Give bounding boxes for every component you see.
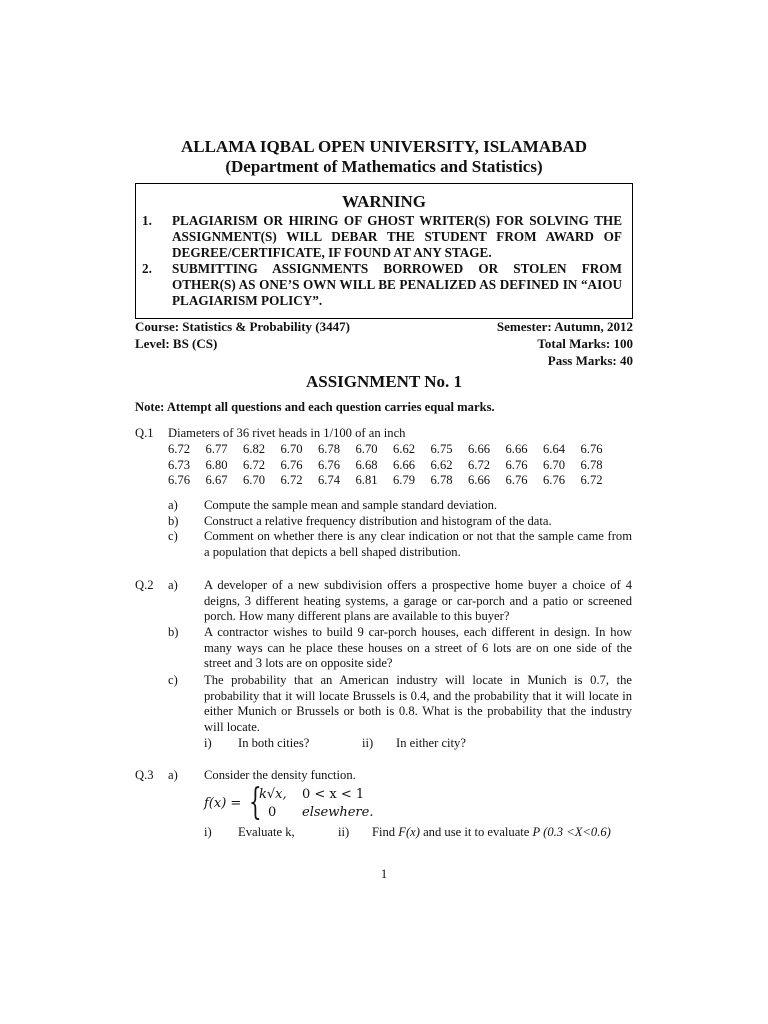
level-label: Level: BS (CS) [135,336,218,351]
q2-part-c-label: c) [168,673,178,687]
q2-part-c-text: The probability that an American industry will locate in Munich is 0.7, the probability that it will locate Brussels is 0.4, and the probability that it will locate in either Munich or Brussels or both is 0.8. What is the probability that the industry will locate. [204,673,632,734]
data-cell: 6.78 [430,473,453,488]
data-cell: 6.70 [543,457,566,472]
semester-label: Semester: Autumn, 2012 [496,319,633,334]
data-row [168,473,618,489]
warning-box [135,183,633,319]
total-marks-label: Total Marks: 100 [537,336,633,351]
data-cell: 6.68 [355,457,378,472]
data-cell: 6.75 [430,442,453,457]
data-cell: 6.76 [505,457,528,472]
q3-sub-ii-prob: P (0.3 <X<0.6) [532,825,611,839]
data-cell: 6.77 [205,442,228,457]
q2-sub-i-label: i) [204,736,212,750]
note-text: Note: Attempt all questions and each question carries equal marks. [135,400,495,414]
formula-case2-cond: elsewhere. [302,805,374,820]
data-cell: 6.62 [393,442,416,457]
data-cell: 6.76 [280,457,303,472]
data-cell: 6.72 [243,457,266,472]
q2-sub-i-text: In both cities? [238,736,310,750]
formula-case1-cond: 0 < x < 1 [302,787,365,802]
data-cell: 6.76 [580,442,603,457]
q2-part-a-label: a) [168,578,178,592]
data-cell: 6.80 [205,457,228,472]
warning-item-text: PLAGIARISM OR HIRING OF GHOST WRITER(S) FOR SOLVING THE ASSIGNMENT(S) WILL DEBAR THE STUDENT FROM AWARD OF DEGREE/CERTIFICATE, IF FOUND AT ANY STAGE. [172,213,622,260]
q3-sub-ii-text [372,825,611,841]
q1-stem: Diameters of 36 rivet heads in 1/100 of an inch [168,426,406,440]
data-cell: 6.79 [393,473,416,488]
formula-lhs: f(x) = [204,796,242,811]
data-cell: 6.64 [543,442,566,457]
data-cell: 6.70 [280,442,303,457]
data-cell: 6.67 [205,473,228,488]
formula-case1-expr: k√x, [259,787,287,802]
formula-brace: { [249,782,262,823]
data-cell: 6.72 [580,473,603,488]
q2-part-a-text: A developer of a new subdivision offers a prospective home buyer a choice of 4 deigns, 3 different heating systems, a garage or car-porch and a patio or screened porch. How many different plans are available to this buyer? [204,578,632,623]
q2-number: Q.2 [135,578,154,592]
data-cell: 6.82 [243,442,266,457]
data-cell: 6.78 [318,442,341,457]
data-cell: 6.72 [280,473,303,488]
data-cell: 6.76 [543,473,566,488]
q1-part-a-text: Compute the sample mean and sample standard deviation. [204,498,498,512]
q2-part-b-text: A contractor wishes to build 9 car-porch houses, each different in design. In how many ways can he place these houses on a street of 6 lots are on one side of the street and 3 lots are on opposite side? [204,625,632,670]
data-cell: 6.70 [355,442,378,457]
university-title: ALLAMA IQBAL OPEN UNIVERSITY, ISLAMABAD [180,137,588,156]
q1-number: Q.1 [135,426,154,440]
data-cell: 6.76 [168,473,191,488]
data-cell: 6.62 [430,457,453,472]
q3-sub-ii-fx: F(x) [398,825,420,839]
q3-number: Q.3 [135,768,154,782]
warning-item-1 [142,213,622,261]
department-title: (Department of Mathematics and Statistics) [225,157,543,176]
q1-part-a-label: a) [168,498,178,512]
warning-item-number: 1. [142,213,152,228]
q3-sub-i-label: i) [204,825,212,839]
q1-part-b-text: Construct a relative frequency distribution and histogram of the data. [204,514,552,528]
data-cell: 6.81 [355,473,378,488]
q2-sub-ii-label: ii) [362,736,374,750]
data-cell: 6.66 [505,442,528,457]
data-cell: 6.66 [468,442,491,457]
pass-marks-label: Pass Marks: 40 [547,353,633,368]
formula-case2-expr: 0 [268,805,277,820]
assignment-title: ASSIGNMENT No. 1 [305,372,463,391]
warning-title: WARNING [341,192,427,211]
q3-sub-ii-pre: Find [372,825,399,839]
warning-item-text: SUBMITTING ASSIGNMENTS BORROWED OR STOLEN FROM OTHER(S) AS ONE’S OWN WILL BE PENALIZED AS DEFINED IN “AIOU PLAGIARISM POLICY”. [172,261,622,308]
data-cell: 6.72 [468,457,491,472]
q1-part-c-label: c) [168,529,178,543]
page-number: 1 [380,867,388,881]
q1-data-table [168,442,618,489]
course-label: Course: Statistics & Probability (3447) [135,319,350,334]
q2-sub-ii-text: In either city? [396,736,466,750]
data-cell: 6.70 [243,473,266,488]
q3-sub-ii-label: ii) [338,825,350,839]
q3-sub-ii-mid: and use it to evaluate [419,825,533,839]
data-cell: 6.72 [168,442,191,457]
data-cell: 6.76 [318,457,341,472]
q3-sub-i-text: Evaluate k, [238,825,295,839]
q2-part-b-label: b) [168,625,179,639]
data-row [168,442,618,458]
q1-part-c-text: Comment on whether there is any clear indication or not that the sample came from a population that depicts a bell shaped distribution. [204,529,632,559]
q3-stem: Consider the density function. [204,768,356,782]
data-cell: 6.78 [580,457,603,472]
data-cell: 6.76 [505,473,528,488]
data-cell: 6.66 [393,457,416,472]
warning-item-2 [142,261,622,309]
q1-part-b-label: b) [168,514,179,528]
data-cell: 6.66 [468,473,491,488]
warning-item-number: 2. [142,261,152,276]
density-formula [204,782,404,824]
data-row [168,458,618,474]
data-cell: 6.74 [318,473,341,488]
data-cell: 6.73 [168,457,191,472]
q3-part-a-label: a) [168,768,178,782]
